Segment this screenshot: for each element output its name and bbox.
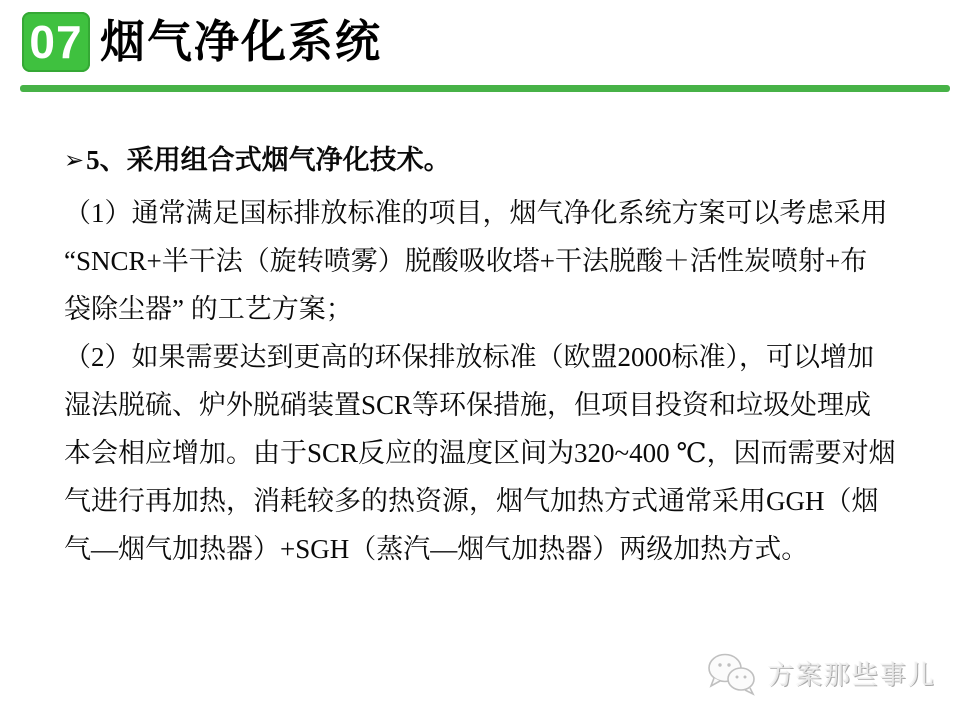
- wechat-icon: [704, 650, 760, 696]
- watermark-text: 方案那些事儿: [767, 659, 936, 690]
- watermark: [704, 650, 936, 696]
- body-line: 袋除尘器” 的工艺方案；: [64, 294, 353, 324]
- arrow-bullet-icon: ➢: [64, 146, 85, 174]
- page-title: 烟气净化系统: [100, 16, 383, 67]
- body-line: （1）通常满足国标排放标准的项目，烟气净化系统方案可以考虑采用: [64, 198, 888, 228]
- body-heading: 5、采用组合式烟气净化技术。: [86, 145, 451, 175]
- section-number-badge: [22, 12, 90, 72]
- body-line: 气进行再加热，消耗较多的热资源，烟气加热方式通常采用GGH（烟: [64, 486, 879, 516]
- body-line: 本会相应增加。由于SCR反应的温度区间为320~400 ℃，因而需要对烟: [64, 438, 896, 468]
- body-line: 湿法脱硫、炉外脱硝装置SCR等环保措施，但项目投资和垃圾处理成: [64, 390, 872, 420]
- slide-header: [22, 12, 382, 72]
- body-heading-line: [64, 136, 912, 185]
- body-line: “SNCR+半干法（旋转喷雾）脱酸吸收塔+干法脱酸＋活性炭喷射+布: [64, 246, 868, 276]
- header-divider: [20, 85, 950, 92]
- section-number: 07: [29, 16, 83, 68]
- slide-body: [64, 136, 912, 573]
- body-line: 气—烟气加热器）+SGH（蒸汽—烟气加热器）两级加热方式。: [64, 534, 809, 564]
- body-line: （2）如果需要达到更高的环保排放标准（欧盟2000标准），可以增加: [64, 342, 874, 372]
